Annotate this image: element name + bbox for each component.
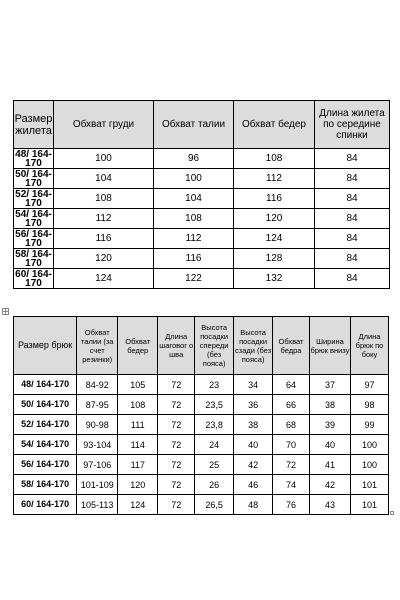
table-cell: 124: [54, 269, 154, 289]
table-cell: 114: [118, 435, 158, 455]
header-cell: Обхват талии: [154, 101, 234, 149]
table-cell: 108: [234, 149, 315, 169]
table-cell: 42: [309, 475, 350, 495]
table-cell: 101-109: [77, 475, 118, 495]
table-cell: 87-95: [77, 395, 118, 415]
table-cell: 68: [273, 415, 310, 435]
table-cell: 111: [118, 415, 158, 435]
table-row: [14, 375, 389, 395]
size-cell: 52/ 164-170: [14, 415, 77, 435]
table-cell: 24: [195, 435, 234, 455]
table-row: [14, 475, 389, 495]
table-cell: 43: [309, 495, 350, 515]
header-cell: Обхват талии (за счет резинки): [77, 317, 118, 375]
table-row: [14, 249, 390, 269]
size-cell: 50/ 164-170: [15, 168, 52, 189]
table-cell: 37: [309, 375, 350, 395]
table-cell: 72: [273, 455, 310, 475]
table-cell: 120: [54, 249, 154, 269]
header-cell: Обхват груди: [54, 101, 154, 149]
table-cell: 76: [273, 495, 310, 515]
table-cell: 120: [234, 209, 315, 229]
table-cell: 104: [154, 189, 234, 209]
table-cell: 66: [273, 395, 310, 415]
table-row: [14, 435, 389, 455]
table-cell: 84: [315, 169, 390, 189]
table-cell: 39: [309, 415, 350, 435]
table-cell: 72: [158, 435, 195, 455]
table-move-handle-icon[interactable]: [2, 308, 9, 315]
header-cell: Длина шаговог о шва: [158, 317, 195, 375]
header-cell: Высота посадки сзади (без пояса): [234, 317, 273, 375]
table-row: [14, 189, 390, 209]
header-cell: Длина жилета по середине спинки: [315, 101, 390, 149]
table-cell: 108: [154, 209, 234, 229]
table-cell: 23,5: [195, 395, 234, 415]
size-cell: 54/ 164-170: [14, 435, 77, 455]
header-cell: Высота посадки спереди (без пояса): [195, 317, 234, 375]
table-cell: 72: [158, 495, 195, 515]
header-cell: Размер жилета: [14, 101, 54, 149]
table-cell: 38: [309, 395, 350, 415]
table-resize-handle-icon[interactable]: [390, 511, 394, 515]
table-cell: 100: [351, 435, 389, 455]
table-cell: 96: [154, 149, 234, 169]
table-cell: 72: [158, 375, 195, 395]
table-cell: 100: [54, 149, 154, 169]
table-cell: 104: [54, 169, 154, 189]
size-cell: 50/ 164-170: [14, 395, 77, 415]
size-cell: 54/ 164-170: [15, 208, 52, 229]
header-cell: Ширина брюк внизу: [309, 317, 350, 375]
table-row: [14, 269, 390, 289]
size-cell: 58/ 164-170: [14, 475, 77, 495]
table-cell: 99: [351, 415, 389, 435]
table-row: [14, 209, 390, 229]
table-cell: 38: [234, 415, 273, 435]
table-cell: 23: [195, 375, 234, 395]
table-cell: 84: [315, 149, 390, 169]
table-row: [14, 169, 390, 189]
table-cell: 48: [234, 495, 273, 515]
table-cell: 100: [154, 169, 234, 189]
size-cell: 60/ 164-170: [15, 268, 52, 289]
table-cell: 97: [351, 375, 389, 395]
table-cell: 112: [154, 229, 234, 249]
table-cell: 101: [351, 495, 389, 515]
header-cell: Размер брюк: [14, 317, 77, 375]
table-cell: 26: [195, 475, 234, 495]
table-cell: 72: [158, 475, 195, 495]
table-header-row: [14, 101, 390, 149]
table-cell: 84: [315, 229, 390, 249]
table-cell: 34: [234, 375, 273, 395]
size-cell: 56/ 164-170: [15, 228, 52, 249]
table-row: [14, 229, 390, 249]
table-cell: 112: [54, 209, 154, 229]
table-cell: 36: [234, 395, 273, 415]
table-cell: 105-113: [77, 495, 118, 515]
table-cell: 117: [118, 455, 158, 475]
table-row: [14, 149, 390, 169]
table-cell: 116: [54, 229, 154, 249]
table-cell: 25: [195, 455, 234, 475]
table-cell: 84: [315, 249, 390, 269]
size-cell: 48/ 164-170: [15, 148, 52, 169]
table-row: [14, 415, 389, 435]
table-row: [14, 395, 389, 415]
size-cell: 60/ 164-170: [14, 495, 77, 515]
table-cell: 40: [309, 435, 350, 455]
header-cell: Обхват бедер: [118, 317, 158, 375]
table-cell: 112: [234, 169, 315, 189]
table-cell: 64: [273, 375, 310, 395]
table-cell: 84: [315, 189, 390, 209]
table-cell: 72: [158, 395, 195, 415]
size-cell: 58/ 164-170: [15, 248, 52, 269]
table-cell: 46: [234, 475, 273, 495]
header-cell: Обхват бедер: [234, 101, 315, 149]
table-row: [14, 495, 389, 515]
table-cell: 84: [315, 269, 390, 289]
table-cell: 116: [154, 249, 234, 269]
size-cell: 48/ 164-170: [14, 375, 77, 395]
table-cell: 72: [158, 455, 195, 475]
table-cell: 72: [158, 415, 195, 435]
header-cell: Длина брюк по боку: [351, 317, 389, 375]
table-cell: 122: [154, 269, 234, 289]
table-header-row: [14, 317, 389, 375]
header-cell: Обхват бедра: [273, 317, 310, 375]
table-cell: 105: [118, 375, 158, 395]
table-cell: 70: [273, 435, 310, 455]
table-cell: 128: [234, 249, 315, 269]
table-cell: 26,5: [195, 495, 234, 515]
table-cell: 124: [118, 495, 158, 515]
table-cell: 84: [315, 209, 390, 229]
table-cell: 40: [234, 435, 273, 455]
table-cell: 90-98: [77, 415, 118, 435]
table-cell: 124: [234, 229, 315, 249]
table-cell: 93-104: [77, 435, 118, 455]
table-cell: 84-92: [77, 375, 118, 395]
table-cell: 101: [351, 475, 389, 495]
table-cell: 108: [118, 395, 158, 415]
size-cell: 52/ 164-170: [15, 188, 52, 209]
table-cell: 41: [309, 455, 350, 475]
table-cell: 97-106: [77, 455, 118, 475]
table-cell: 23,8: [195, 415, 234, 435]
vest-size-table: [13, 100, 390, 289]
trousers-size-table: [13, 316, 389, 515]
table-cell: 120: [118, 475, 158, 495]
table-row: [14, 455, 389, 475]
table-cell: 100: [351, 455, 389, 475]
table-cell: 116: [234, 189, 315, 209]
table-cell: 132: [234, 269, 315, 289]
size-cell: 56/ 164-170: [14, 455, 77, 475]
table-cell: 42: [234, 455, 273, 475]
table-cell: 98: [351, 395, 389, 415]
table-cell: 108: [54, 189, 154, 209]
table-cell: 74: [273, 475, 310, 495]
